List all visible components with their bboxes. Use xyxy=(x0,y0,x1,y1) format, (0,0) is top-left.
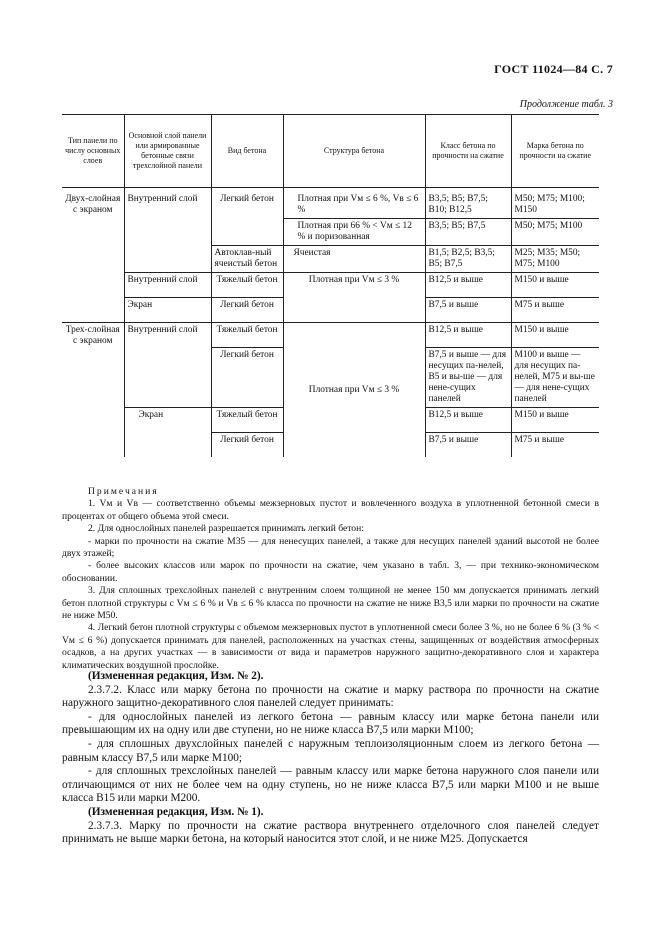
cell-concrete: Легкий бетон xyxy=(211,433,283,458)
header-main-layer: Основной слой панели или армированные бетонные связи трехслойной панели xyxy=(124,115,211,188)
header-panel-type: Тип панели по числу основных слоев xyxy=(62,115,124,188)
cell-layer: Внутренний слой xyxy=(124,273,211,298)
cell-class: В12,5 и выше xyxy=(425,323,511,348)
cell-layer: Внутренний слой xyxy=(124,323,211,408)
cell-grade: М75 и выше xyxy=(511,433,599,458)
cell-concrete: Тяжелый бетон xyxy=(211,323,283,348)
cell-concrete: Легкий бетон xyxy=(211,348,283,408)
cell-grade: М75 и выше xyxy=(511,298,599,323)
edition-note-2: (Измененная редакция, Изм. № 1). xyxy=(88,805,264,818)
cell-concrete: Тяжелый бетон xyxy=(211,408,283,433)
cell-class: В7,5 и выше xyxy=(425,433,511,458)
cell-structure: Плотная при Vм ≤ 3 % xyxy=(283,323,425,458)
cell-concrete: Автоклав-ный ячеистый бетон xyxy=(211,246,283,273)
note-4: 4. Легкий бетон плотной структуры с объемом межзерновых пустот в уплотненной смеси более 3 %, но не более 6 % (3 % < Vм ≤ 6 %) допускается принимать для панелей, расположенных на участках стены, защищенных от воздействия атмосферных осадков, а на других участках — в зависимости от вида и параметров наружного защитно-декоративного слоя и характера климатических воздушной прослойке. xyxy=(62,622,599,671)
cell-grade: М50; М75; М100 xyxy=(511,219,599,246)
notes-title: Примечания xyxy=(88,486,159,497)
cell-structure: Плотная при 66 % < Vм ≤ 12 % и поризованная xyxy=(283,219,425,246)
cell-layer: Внутренний слой xyxy=(124,188,211,273)
cell-class: В3,5; В5; В7,5; В10; В12,5 xyxy=(425,188,511,219)
paragraph-2-3-7-3: 2.3.7.3. Марку по прочности на сжатие раствора внутреннего отделочного слоя панелей следует принимать не выше марки бетона, на который наносится этот слой, и не ниже М25. Допускается xyxy=(62,819,599,846)
cell-concrete: Легкий бетон xyxy=(211,188,283,246)
table-row xyxy=(62,323,599,348)
table-row xyxy=(62,188,599,219)
edition-note-1: (Измененная редакция, Изм. № 2). xyxy=(88,670,264,682)
cell-structure: Плотная при Vм ≤ 6 %, Vв ≤ 6 % xyxy=(283,188,425,219)
table-continuation-label: Продолжение табл. 3 xyxy=(519,99,613,110)
cell-grade: М150 и выше xyxy=(511,323,599,348)
list-item: - для сплошных трехслойных панелей — равным классу или марке бетона наружного слоя панели или отличающимся от них не более чем на одну ступень, но не ниже класса В7,5 или марки М100 и не выше класса В15 или марки М200. xyxy=(62,765,599,805)
cell-class: В1,5; В2,5; В3,5; В5; В7,5 xyxy=(425,246,511,273)
cell-layer: Экран xyxy=(124,408,211,458)
cell-concrete: Легкий бетон xyxy=(211,298,283,323)
cell-type: Двух-слойная с экраном xyxy=(62,188,124,323)
cell-grade: М100 и выше — для несущих па-нелей, М75 и вы-ше — для нене-сущих панелей xyxy=(511,348,599,408)
note-1: 1. Vм и Vв — соответственно объемы межзерновых пустот и вовлеченного воздуха в уплотненной бетонной смеси в процентах от общего объема этой смеси. xyxy=(62,498,599,522)
cell-structure: Ячеистая xyxy=(283,246,425,273)
page-header: ГОСТ 11024—84 С. 7 xyxy=(494,62,613,76)
cell-structure: Плотная при Vм ≤ 3 % xyxy=(283,273,425,323)
cell-class: В12,5 и выше xyxy=(425,273,511,298)
body-text xyxy=(62,670,599,847)
note-3: 3. Для сплошных трехслойных панелей с внутренним слоем толщиной не менее 150 мм допускается принимать легкий бетон плотной структуры с Vм ≤ 6 % и Vв ≤ 6 % класса по прочности на сжатие не ниже В3,5 или марки по прочности на сжатие не ниже М50. xyxy=(62,585,599,622)
paragraph-2-3-7-2: 2.3.7.2. Класс или марку бетона по прочности на сжатие и марку раствора по прочности на сжатие наружного защитно-декоративного слоя панелей следует принимать: xyxy=(62,683,599,710)
table-row xyxy=(62,273,599,298)
note-2: 2. Для однослойных панелей разрешается принимать легкий бетон: xyxy=(88,523,364,535)
cell-grade: М50; М75; М100; М150 xyxy=(511,188,599,219)
header-grade: Марка бетона по прочности на сжатие xyxy=(511,115,599,188)
cell-grade: М150 и выше xyxy=(511,408,599,433)
notes-section xyxy=(62,486,599,672)
cell-grade: М25; М35; М50; М75; М100 xyxy=(511,246,599,273)
note-2a: - марки по прочности на сжатие М35 — для ненесущих панелей, а также для несущих панелей зданий высотой не более двух этажей; xyxy=(62,535,599,560)
header-class: Класс бетона по прочности на сжатие xyxy=(425,115,511,188)
cell-class: В3,5; В5; В7,5 xyxy=(425,219,511,246)
header-concrete-type: Вид бетона xyxy=(211,115,283,188)
list-item: - для однослойных панелей из легкого бетона — равным классу или марке бетона панели или превышающим их на одну или две ступени, но не ниже класса В7,5 или марки М100; xyxy=(62,710,599,737)
cell-concrete: Тяжелый бетон xyxy=(211,273,283,298)
table-header-row xyxy=(62,115,599,188)
cell-class: В12,5 и выше xyxy=(425,408,511,433)
cell-class: В7,5 и выше xyxy=(425,298,511,323)
cell-grade: М150 и выше xyxy=(511,273,599,298)
cell-class: В7,5 и выше — для несущих па-нелей, В5 и вы-ше — для нене-сущих панелей xyxy=(425,348,511,408)
cell-type: Трех-слойная с экраном xyxy=(62,323,124,458)
concrete-table xyxy=(62,114,599,457)
note-2b: - более высоких классов или марок по прочности на сжатие, чем указано в табл. 3, — при технико-экономическом обосновании. xyxy=(62,560,599,584)
list-item: - для сплошных двухслойных панелей с наружным теплоизоляционным слоем из легкого бетона — равным классу В7,5 или марке М100; xyxy=(62,737,599,764)
cell-layer: Экран xyxy=(124,298,211,323)
header-structure: Структура бетона xyxy=(283,115,425,188)
